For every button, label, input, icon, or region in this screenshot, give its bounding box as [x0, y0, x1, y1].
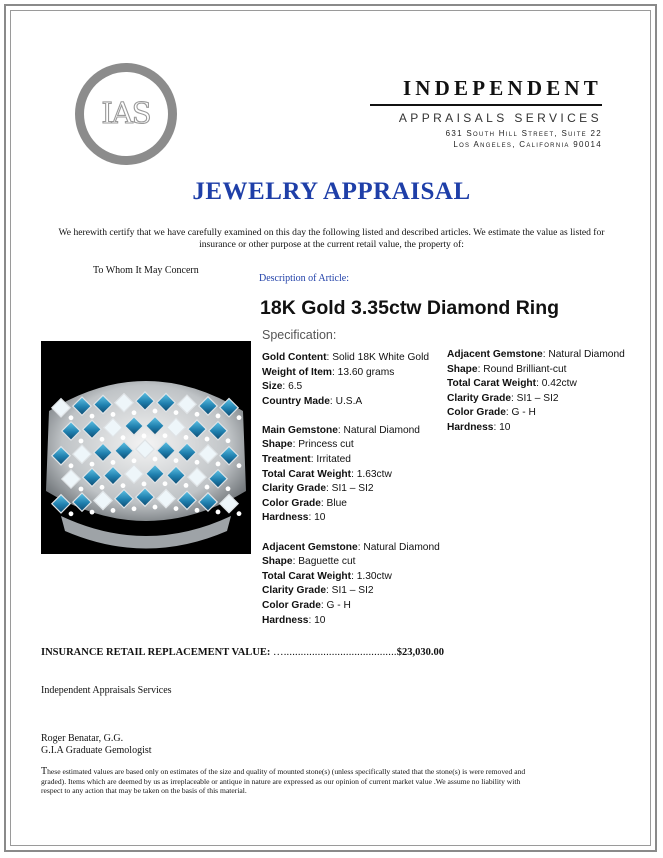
accent-diamond [100, 485, 105, 490]
accent-diamond [216, 510, 221, 515]
insurance-value: $23,030.00 [396, 647, 444, 658]
accent-diamond [132, 410, 137, 415]
spec-label: Hardness [262, 614, 309, 626]
disclaimer-text: hese estimated values are based only on estimates of the size and quality of mounted stone(s) (unless specifically stated that the stone(s) is were removed and graded). Items which are deemed by us as irreplaceable or antique in nature are expressed as our opinion of current market value .We assume no liability with respect to any action that may be taken on the basis of this material. [41, 767, 526, 796]
accent-diamond [69, 511, 74, 516]
accent-diamond [69, 463, 74, 468]
spec-row: Main Gemstone: Natural Diamond [262, 424, 420, 436]
accent-diamond [90, 462, 95, 467]
spec-row: Clarity Grade: SI1 – SI2 [262, 483, 374, 495]
spec-value: G - H [511, 407, 536, 419]
spec-value: Natural Diamond [363, 541, 440, 553]
accent-diamond [121, 435, 126, 440]
spec-label: Main Gemstone [262, 424, 338, 436]
spec-row: Color Grade: G - H [262, 599, 351, 611]
spec-row: Treatment: Irritated [262, 454, 351, 466]
appraiser-name: Roger Benatar, G.G. [41, 733, 124, 744]
insurance-value-line [41, 647, 444, 658]
spec-row: Total Carat Weight: 1.30ctw [262, 570, 392, 582]
spec-value: Blue [326, 497, 347, 509]
spec-group-adjacent-gemstone-1 [262, 541, 440, 629]
spec-value: SI1 – SI2 [331, 585, 374, 597]
spec-label: Shape [262, 556, 293, 568]
spec-value: Solid 18K White Gold [332, 352, 430, 363]
insurance-leader-dots: …........................................ [273, 647, 397, 658]
accent-diamond [226, 486, 231, 491]
accent-diamond [79, 487, 84, 492]
spec-label: Adjacent Gemstone [262, 541, 358, 553]
spec-row: Color Grade: G - H [447, 407, 536, 419]
spec-group-general [262, 351, 440, 409]
accent-diamond [195, 460, 200, 465]
spec-group-adjacent-gemstone-2 [447, 348, 625, 436]
company-rule [370, 104, 602, 106]
insurance-label: INSURANCE RETAIL REPLACEMENT VALUE: [41, 647, 271, 658]
spec-row: Country Made: U.S.A [262, 395, 363, 407]
accent-diamond [121, 483, 126, 488]
spec-label: Hardness [262, 512, 309, 524]
spec-value: 10 [499, 421, 511, 433]
accent-diamond [153, 457, 158, 462]
spec-label: Clarity Grade [262, 585, 326, 597]
specification-label: Specification: [262, 328, 337, 342]
spec-gap [262, 526, 440, 541]
spec-row: Shape: Baguette cut [262, 556, 356, 568]
spec-row: Total Carat Weight: 1.63ctw [262, 468, 392, 480]
spec-label: Shape [447, 363, 478, 375]
spec-value: SI1 – SI2 [516, 392, 559, 404]
spec-label: Treatment [262, 454, 311, 466]
spec-row: Shape: Princess cut [262, 439, 354, 451]
spec-row: Weight of Item: 13.60 grams [262, 366, 395, 378]
accent-diamond [237, 463, 242, 468]
spec-column-left [262, 351, 440, 628]
spec-value: Round Brilliant-cut [483, 363, 567, 375]
accent-diamond [174, 458, 179, 463]
spec-label: Weight of Item [262, 366, 332, 378]
spec-value: Natural Diamond [548, 349, 625, 360]
accent-diamond [184, 435, 189, 440]
company-header [362, 76, 602, 150]
address-line-2: Los Angeles, California 90014 [453, 140, 602, 149]
disclaimer [41, 767, 541, 796]
accent-diamond [142, 434, 147, 439]
accent-diamond [132, 506, 137, 511]
spec-value: SI1 – SI2 [331, 483, 374, 495]
accent-diamond [132, 458, 137, 463]
accent-diamond [216, 414, 221, 419]
accent-diamond [195, 508, 200, 513]
accent-diamond [111, 460, 116, 465]
company-name: INDEPENDENT [402, 76, 602, 100]
accent-diamond [111, 508, 116, 513]
spec-label: Adjacent Gemstone [447, 349, 543, 360]
spec-row: Color Grade: Blue [262, 497, 347, 509]
spec-row: Clarity Grade: SI1 – SI2 [262, 585, 374, 597]
spec-value: U.S.A [335, 395, 363, 407]
recipient: To Whom It May Concern [93, 265, 199, 276]
address-line-1: 631 South Hill Street, Suite 22 [445, 129, 602, 138]
spec-label: Clarity Grade [262, 483, 326, 495]
spec-label: Color Grade [447, 407, 506, 419]
accent-diamond [100, 437, 105, 442]
accent-diamond [90, 510, 95, 515]
spec-label: Total Carat Weight [447, 378, 537, 390]
accent-diamond [69, 415, 74, 420]
accent-diamond [153, 505, 158, 510]
spec-value: Princess cut [298, 439, 354, 451]
accent-diamond [163, 481, 168, 486]
spec-gap [262, 409, 440, 424]
accent-diamond [216, 462, 221, 467]
disclaimer-drop-letter: T [41, 766, 48, 777]
ias-logo [72, 60, 180, 168]
spec-value: 13.60 grams [337, 366, 395, 378]
spec-label: Shape [262, 439, 293, 451]
spec-row: Shape: Round Brilliant-cut [447, 363, 567, 375]
spec-label: Clarity Grade [447, 392, 511, 404]
spec-group-main-gemstone [262, 424, 440, 526]
spec-row: Gold Content: Solid 18K White Gold [262, 352, 430, 363]
spec-row: Total Carat Weight: 0.42ctw [447, 378, 577, 390]
appraiser-title: G.I.A Graduate Gemologist [41, 745, 152, 756]
spec-label: Gold Content [262, 352, 327, 363]
accent-diamond [184, 483, 189, 488]
accent-diamond [205, 437, 210, 442]
spec-row: Adjacent Gemstone: Natural Diamond [262, 541, 440, 553]
spec-value: 0.42ctw [541, 378, 577, 390]
logo-letters: IAS [101, 96, 151, 130]
description-label: Description of Article: [259, 273, 349, 284]
spec-row: Hardness: 10 [447, 421, 511, 433]
spec-value: 1.63ctw [356, 468, 392, 480]
spec-label: Color Grade [262, 599, 321, 611]
accent-diamond [174, 506, 179, 511]
spec-value: 10 [314, 614, 326, 626]
spec-label: Color Grade [262, 497, 321, 509]
spec-value: 10 [314, 512, 326, 524]
spec-column-right [447, 348, 625, 436]
spec-value: Natural Diamond [343, 424, 420, 436]
spec-value: Baguette cut [298, 556, 356, 568]
spec-value: G - H [326, 599, 351, 611]
spec-value: 6.5 [288, 381, 303, 393]
accent-diamond [111, 412, 116, 417]
accent-diamond [205, 485, 210, 490]
document-title: JEWELRY APPRAISAL [192, 178, 471, 205]
spec-label: Total Carat Weight [262, 570, 352, 582]
accent-diamond [237, 511, 242, 516]
spec-row: Size: 6.5 [262, 381, 303, 393]
accent-diamond [79, 439, 84, 444]
spec-label: Size [262, 381, 283, 393]
spec-row: Adjacent Gemstone: Natural Diamond [447, 349, 625, 360]
appraiser-signature-block [41, 733, 152, 757]
article-title: 18K Gold 3.35ctw Diamond Ring [260, 297, 560, 319]
accent-diamond [153, 409, 158, 414]
accent-diamond [142, 482, 147, 487]
ring-photo [41, 341, 251, 554]
accent-diamond [226, 438, 231, 443]
accent-diamond [90, 414, 95, 419]
spec-row: Hardness: 10 [262, 512, 326, 524]
accent-diamond [174, 410, 179, 415]
company-subtitle: APPRAISALS SERVICES [398, 111, 602, 125]
spec-value: Irritated [316, 454, 351, 466]
logo-arc-text: Appraisal [100, 139, 152, 158]
accent-diamond [237, 415, 242, 420]
certify-statement: We herewith certify that we have carefully examined on this day the following listed and described articles. We estimate the value as listed for insurance or other purpose at the current retail value, the property of: [58, 227, 605, 250]
accent-diamond [195, 412, 200, 417]
spec-row: Hardness: 10 [262, 614, 326, 626]
spec-value: 1.30ctw [356, 570, 392, 582]
spec-label: Total Carat Weight [262, 468, 352, 480]
spec-row: Clarity Grade: SI1 – SI2 [447, 392, 559, 404]
spec-label: Country Made [262, 395, 330, 407]
appraiser-company: Independent Appraisals Services [41, 685, 172, 696]
accent-diamond [163, 433, 168, 438]
spec-label: Hardness [447, 421, 494, 433]
